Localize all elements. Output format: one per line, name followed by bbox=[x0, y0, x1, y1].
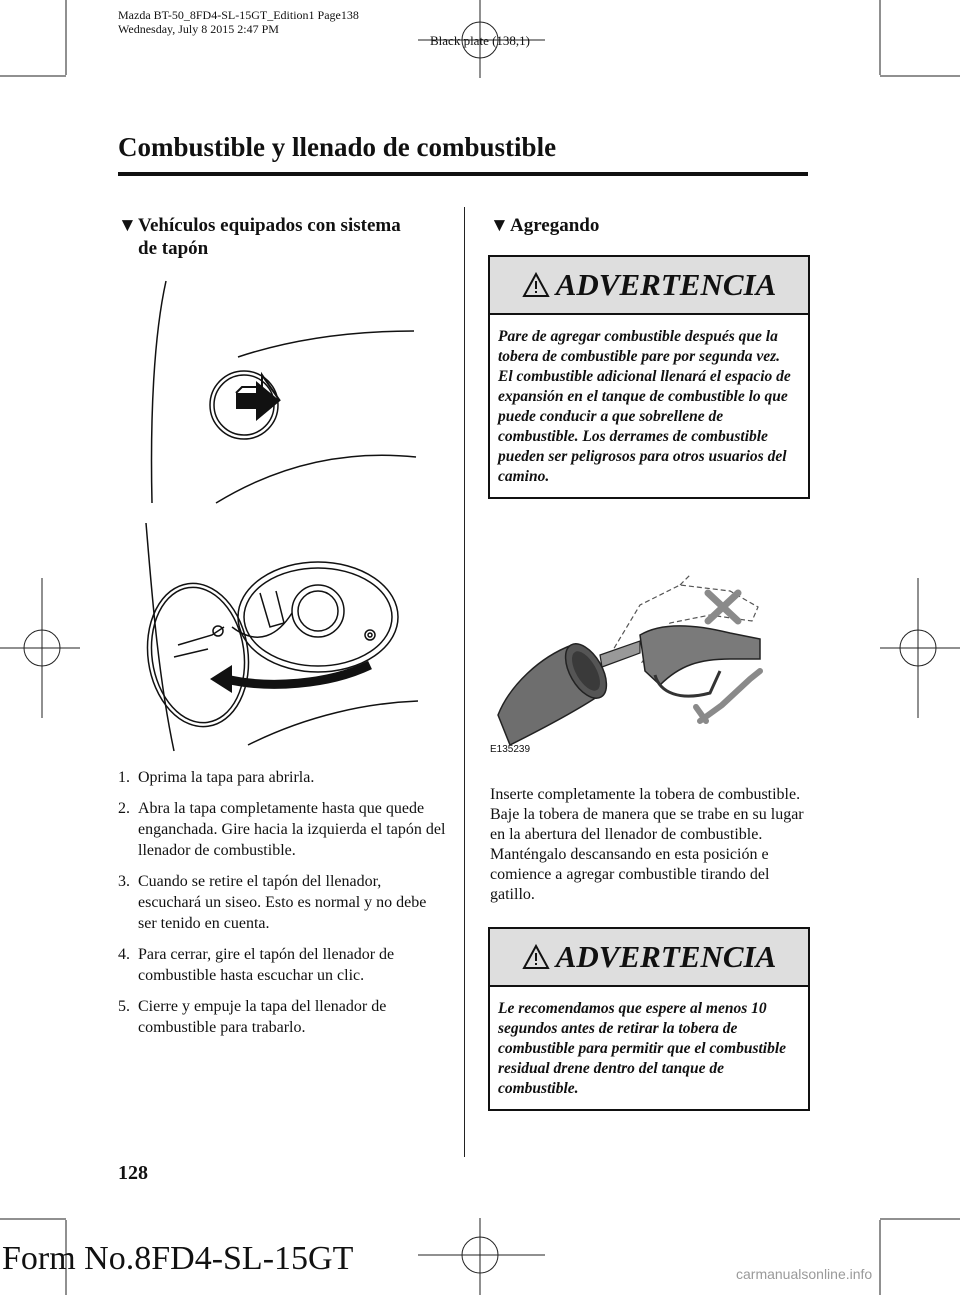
print-header-line2: Wednesday, July 8 2015 2:47 PM bbox=[118, 22, 279, 36]
warning-body: Pare de agregar combustible después que la tobera de combustible pare por segunda vez. El combustible adicional llenará el espacio de expansión en el tanque de combustible lo que puede conducir a que sobrellene de combustible. Los derrames de combustible pueden ser peligrosos para otros usuarios del camino. bbox=[498, 328, 791, 485]
fuel-door-illustration bbox=[138, 275, 438, 755]
figure-code: E135239 bbox=[490, 744, 531, 755]
right-subheading: ▼Agregando bbox=[490, 215, 600, 236]
warning-box-2 bbox=[488, 927, 810, 1111]
print-header-line1: Mazda BT-50_8FD4-SL-15GT_Edition1 Page138 bbox=[118, 8, 359, 22]
fuel-nozzle-illustration bbox=[490, 575, 790, 745]
warning-box-1 bbox=[488, 255, 810, 499]
list-item: 3. Cuando se retire el tapón del llenador, escuchará un siseo. Esto es normal y no debe ser tenido en cuenta. bbox=[118, 873, 427, 932]
section-title: Combustible y llenado de combustible bbox=[118, 132, 557, 162]
list-item: 4. Para cerrar, gire el tapón del llenador de combustible hasta escuchar un clic. bbox=[118, 946, 395, 984]
form-number: Form No.8FD4-SL-15GT bbox=[2, 1240, 354, 1277]
body-paragraph: Inserte completamente la tobera de combustible. Baje la tobera de manera que se trabe en su lugar en la abertura del llenador de combustible. Manténgalo descansando en esta posición e comience a agregar combustible tirando del gatillo. bbox=[490, 786, 804, 903]
warning-title: ADVERTENCIA bbox=[555, 267, 777, 302]
title-rule bbox=[118, 172, 808, 176]
warning-triangle-icon bbox=[522, 272, 550, 298]
watermark: carmanualsonline.info bbox=[736, 1266, 873, 1282]
black-plate-label: Black plate (138,1) bbox=[430, 33, 530, 48]
left-subheading: ▼Vehículos equipados con sistema de tapón bbox=[118, 215, 401, 259]
page-number: 128 bbox=[118, 1162, 148, 1184]
instruction-steps bbox=[118, 767, 448, 1048]
push-arrow-icon bbox=[236, 375, 280, 421]
list-item: 2. Abra la tapa completamente hasta que quede enganchada. Gire hacia la izquierda el tapón del llenador de combustible. bbox=[118, 800, 446, 859]
print-header bbox=[118, 8, 359, 36]
column-divider bbox=[464, 207, 465, 1157]
warning-header bbox=[490, 929, 808, 987]
triangle-bullet-icon: ▼ bbox=[490, 215, 509, 236]
triangle-bullet-icon: ▼ bbox=[118, 215, 137, 236]
warning-header bbox=[490, 257, 808, 315]
prohibited-x-icon bbox=[708, 593, 738, 621]
warning-triangle-icon bbox=[522, 944, 550, 970]
list-item: 1. Oprima la tapa para abrirla. bbox=[118, 769, 315, 786]
warning-body: Le recomendamos que espere al menos 10 segundos antes de retirar la tobera de combustible para permitir que el combustible residual drene dentro del tanque de combustible. bbox=[498, 1000, 787, 1097]
warning-title: ADVERTENCIA bbox=[555, 939, 777, 974]
list-item: 5. Cierre y empuje la tapa del llenador de combustible para trabarlo. bbox=[118, 998, 387, 1036]
